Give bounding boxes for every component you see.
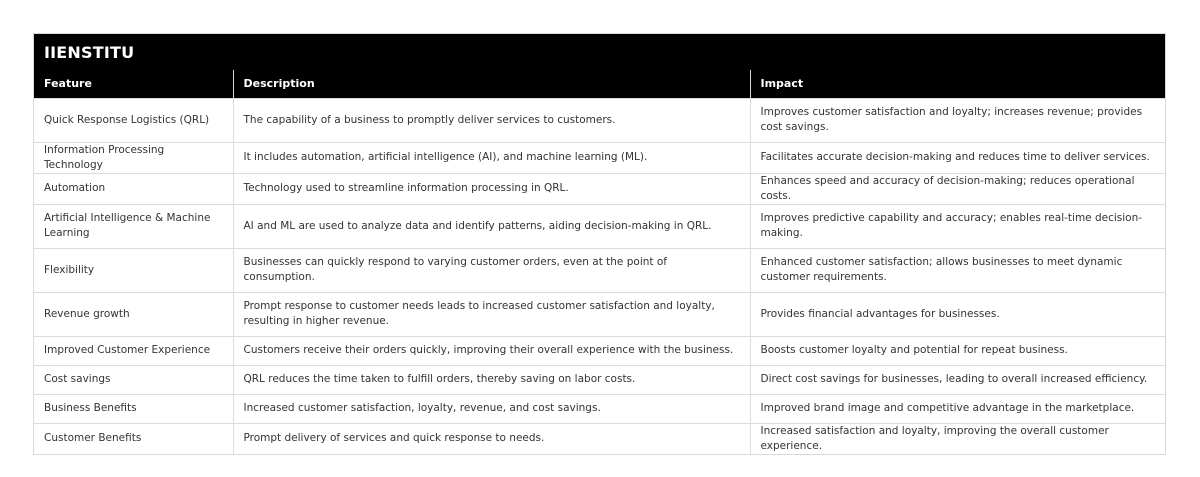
table-row [34,365,1165,394]
cell-description: QRL reduces the time taken to fulfill orders, thereby saving on labor costs. [233,365,750,394]
header-description: Description [233,70,750,98]
cell-impact: Direct cost savings for businesses, leading to overall increased efficiency. [750,365,1165,394]
cell-description: Businesses can quickly respond to varying customer orders, even at the point of consumption. [233,248,750,292]
table-row [34,423,1165,454]
cell-description: AI and ML are used to analyze data and identify patterns, aiding decision-making in QRL. [233,204,750,248]
table-row [34,336,1165,365]
table-row [34,98,1165,142]
cell-impact: Improves predictive capability and accuracy; enables real-time decision-making. [750,204,1165,248]
table-row [34,204,1165,248]
cell-description: Increased customer satisfaction, loyalty, revenue, and cost savings. [233,394,750,423]
cell-description: Prompt delivery of services and quick response to needs. [233,423,750,454]
cell-feature: Quick Response Logistics (QRL) [34,98,233,142]
cell-feature: Revenue growth [34,292,233,336]
cell-impact: Improves customer satisfaction and loyalty; increases revenue; provides cost savings. [750,98,1165,142]
table-header-row [34,70,1165,98]
table-row [34,394,1165,423]
cell-description: Technology used to streamline information processing in QRL. [233,173,750,204]
cell-impact: Enhanced customer satisfaction; allows businesses to meet dynamic customer requirements. [750,248,1165,292]
feature-table [34,70,1165,454]
cell-impact: Facilitates accurate decision-making and reduces time to deliver services. [750,142,1165,173]
table-row [34,173,1165,204]
cell-impact: Improved brand image and competitive advantage in the marketplace. [750,394,1165,423]
cell-description: It includes automation, artificial intelligence (AI), and machine learning (ML). [233,142,750,173]
header-impact: Impact [750,70,1165,98]
cell-feature: Information Processing Technology [34,142,233,173]
header-feature: Feature [34,70,233,98]
table-row [34,248,1165,292]
brand-logo-text: IIENSTITU [44,42,135,62]
cell-feature: Flexibility [34,248,233,292]
cell-description: Customers receive their orders quickly, improving their overall experience with the business. [233,336,750,365]
cell-impact: Enhances speed and accuracy of decision-making; reduces operational costs. [750,173,1165,204]
cell-feature: Improved Customer Experience [34,336,233,365]
cell-feature: Cost savings [34,365,233,394]
cell-impact: Boosts customer loyalty and potential for repeat business. [750,336,1165,365]
cell-feature: Business Benefits [34,394,233,423]
cell-impact: Increased satisfaction and loyalty, improving the overall customer experience. [750,423,1165,454]
brand-bar [34,34,1165,70]
cell-feature: Customer Benefits [34,423,233,454]
table-row [34,292,1165,336]
cell-description: The capability of a business to promptly deliver services to customers. [233,98,750,142]
cell-description: Prompt response to customer needs leads to increased customer satisfaction and loyalty, resulting in higher revenue. [233,292,750,336]
cell-feature: Artificial Intelligence & Machine Learning [34,204,233,248]
cell-feature: Automation [34,173,233,204]
cell-impact: Provides financial advantages for businesses. [750,292,1165,336]
table-row [34,142,1165,173]
content-card [33,33,1166,455]
